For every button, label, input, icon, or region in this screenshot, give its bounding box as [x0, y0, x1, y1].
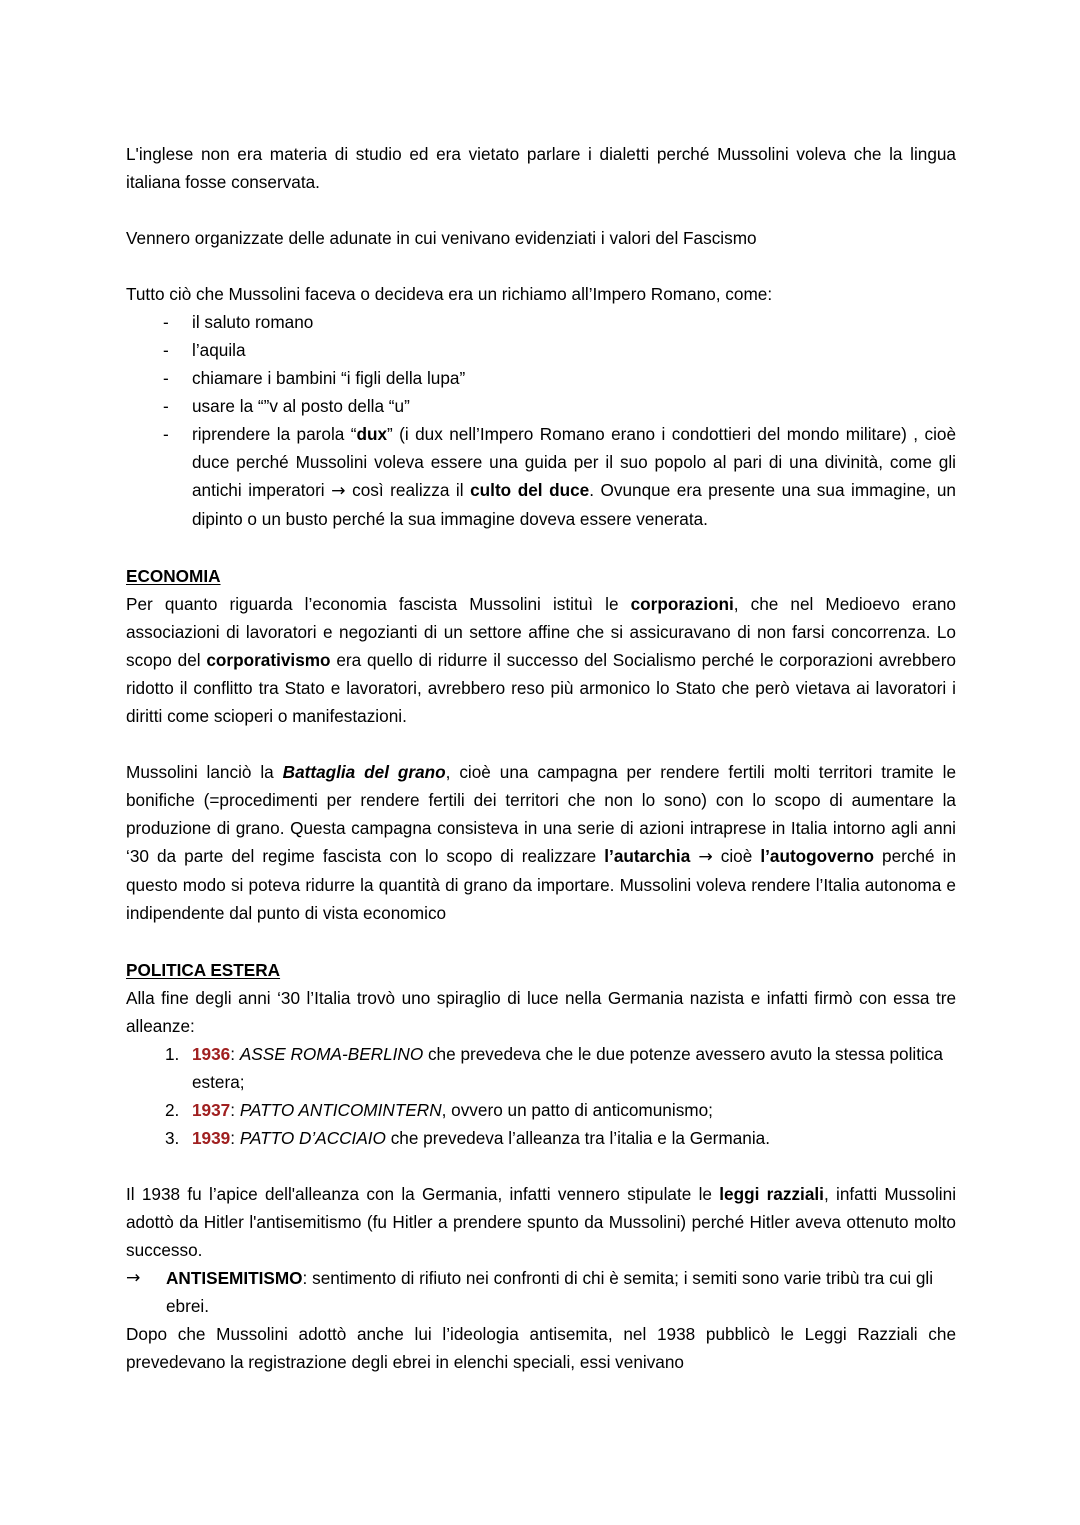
alliances-list [126, 1040, 956, 1152]
list-marker-number: 3. [165, 1128, 180, 1148]
list-marker-dash: - [163, 396, 169, 416]
list-marker-number: 2. [165, 1100, 180, 1120]
alliance-year: 1937 [192, 1100, 231, 1120]
alliance-year: 1936 [192, 1044, 231, 1064]
arrow-icon: → [126, 1268, 141, 1288]
spacer [126, 927, 956, 956]
dux-text-seg1: riprendere la parola “ [192, 424, 357, 444]
alliance-separator: : [230, 1044, 240, 1064]
list-marker-dash: - [163, 424, 169, 444]
dux-bold-culto: culto del duce [470, 480, 590, 500]
antisemitismo-definition: : sentimento di rifiuto nei confronti di chi è semita; i semiti sono varie tribù tra cui gli ebrei. [166, 1268, 934, 1316]
list-item [126, 1124, 956, 1152]
spacer [126, 252, 956, 280]
dux-text-seg3: così realizza il [345, 480, 471, 500]
heading-politica-estera: POLITICA ESTERA [126, 960, 281, 980]
alliance-year: 1939 [192, 1128, 231, 1148]
politica-intro-line2: con essa tre alleanze: [126, 988, 957, 1036]
list-item [126, 1096, 956, 1124]
economia-seg1: Per quanto riguarda l’economia fascista Mussolini istituì le [126, 594, 631, 614]
leggi-seg1: Il 1938 fu l’apice dell'alleanza con la Germania, infatti vennero stipulate le [126, 1184, 720, 1204]
alliance-description: che prevedeva che le due potenze avessero avuto la stessa politica estera; [192, 1044, 943, 1092]
alliance-separator: : [230, 1100, 240, 1120]
leggi-bold-leggi-razziali: leggi razziali [719, 1184, 824, 1204]
leggi-seg2: , infatti Mussolini adottò da Hitler l'antisemitismo (fu Hitler a prendere spunto da Mussolini) perché Hitler aveva ottenuto molto successo. [126, 1184, 957, 1260]
antisemitismo-term: ANTISEMITISMO [166, 1268, 303, 1288]
heading-economia: ECONOMIA [126, 566, 221, 586]
battaglia-bold-autogoverno: l’autogoverno [760, 846, 874, 866]
list-item-label: il saluto romano [192, 312, 314, 332]
politica-intro-line1: Alla fine degli anni ‘30 l’Italia trovò uno spiraglio di luce nella Germania nazista e infatti firmò [126, 988, 853, 1008]
document-body [126, 140, 956, 1376]
alliance-description: , ovvero un patto di anticomunismo; [441, 1100, 713, 1120]
spacer [126, 533, 956, 562]
paragraph-closing: Dopo che Mussolini adottò anche lui l’ideologia antisemita, nel 1938 pubblicò le Leggi Razziali che prevedevano la registrazione degli ebrei in elenchi speciali, essi venivano [126, 1324, 956, 1372]
definition-antisemitismo [126, 1264, 956, 1320]
list-item [126, 364, 956, 392]
list-marker-dash: - [163, 368, 169, 388]
paragraph-politica-intro [126, 984, 956, 1040]
list-item [126, 1040, 956, 1096]
list-marker-number: 1. [165, 1044, 180, 1064]
spacer [126, 730, 956, 758]
alliance-description: che prevedeva l’alleanza tra l’italia e la Germania. [385, 1128, 770, 1148]
list-item [126, 336, 956, 364]
battaglia-seg4: perché in questo modo si poteva ridurre la quantità di grano da importare. Mussolini voleva rendere l’Italia autonoma e indipendente dal punto di vista economico [126, 846, 956, 923]
alliance-name: PATTO D’ACCIAIO [239, 1128, 386, 1148]
list-item-label: usare la “”v al posto della “u” [192, 396, 410, 416]
spacer [126, 1152, 956, 1180]
list-marker-dash: - [163, 312, 169, 332]
paragraph-inglese-line1: L'inglese non era materia di studio ed era vietato parlare i dialetti perché Mussolini voleva [126, 144, 847, 164]
battaglia-bold-autarchia: l’autarchia [604, 846, 691, 866]
paragraph-impero-intro: Tutto ciò che Mussolini faceva o decideva era un richiamo all’Impero Romano, come: [126, 284, 773, 304]
economia-bold-corporativismo: corporativismo [206, 650, 331, 670]
list-item-label: chiamare i bambini “i figli della lupa” [192, 368, 466, 388]
paragraph-inglese-line2: che la lingua italiana fosse conservata. [126, 144, 956, 192]
economia-seg3: era quello di ridurre il successo del Socialismo perché le corporazioni avrebbero ridotto il conflitto tra Stato e lavoratori, avrebbero reso più armonico lo Stato che però vietava ai lavoratori i diritti come scioperi o manifestazioni. [126, 650, 956, 726]
list-item [126, 308, 956, 336]
alliance-name: ASSE ROMA-BERLINO [239, 1044, 424, 1064]
list-item-dux [126, 420, 956, 533]
list-marker-dash: - [163, 340, 169, 360]
list-item-label: l’aquila [192, 340, 246, 360]
paragraph-leggi-razziali [126, 1180, 956, 1264]
dux-text-seg2: ” (i dux nell’Impero Romano erano i condottieri del mondo militare) , cioè duce perché Mussolini voleva essere una guida per il suo popolo al pari di una divinità, come gli antichi imperatori [192, 424, 957, 500]
dux-bold-dux: dux [356, 424, 388, 444]
impero-dash-list [126, 308, 956, 533]
battaglia-seg3: cioè [712, 846, 761, 866]
arrow-icon: → [698, 847, 713, 867]
economia-seg2: , che nel Medioevo erano associazioni di lavoratori e negozianti di un settore affine che si assicuravano di non farsi concorrenza. Lo scopo del [126, 594, 956, 670]
alliance-separator: : [230, 1128, 240, 1148]
battaglia-seg1: Mussolini lanciò la [126, 762, 283, 782]
paragraph-economia [126, 590, 956, 730]
paragraph-battaglia [126, 758, 956, 927]
battaglia-bolditalic-title: Battaglia del grano [282, 762, 446, 782]
spacer [126, 196, 956, 224]
paragraph-adunate: Vennero organizzate delle adunate in cui venivano evidenziati i valori del Fascismo [126, 228, 757, 248]
battaglia-seg2: , cioè una campagna per rendere fertili molti territori tramite le bonifiche (=procedimenti per rendere fertili dei territori che non lo sono) con lo scopo di aumentare la produzione di grano. Questa campagna consisteva in una serie di azioni intraprese in Italia intorno agli anni ‘30 da parte del regime fascista con lo scopo di realizzare [126, 762, 957, 866]
paragraph-inglese [126, 140, 956, 196]
dux-text-seg4: . Ovunque era presente una sua immagine, un dipinto o un busto perché la sua immagine doveva essere venerata. [192, 480, 956, 529]
list-item [126, 392, 956, 420]
arrow-icon: → [331, 481, 346, 501]
economia-bold-corporazioni: corporazioni [630, 594, 734, 614]
alliance-name: PATTO ANTICOMINTERN [239, 1100, 442, 1120]
